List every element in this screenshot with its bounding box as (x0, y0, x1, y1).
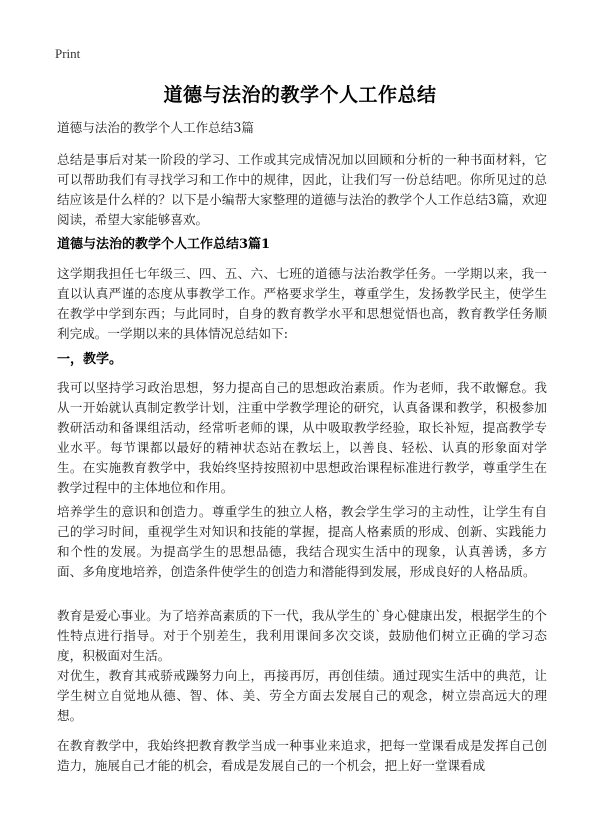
body-paragraph-6: 在教育教学中，我始终把教育教学当成一种事业来追求，把每一堂课看成是发挥自己创造力，施展自己才能的机会，看成是发展自己的一个机会，把上好一堂课看成 (57, 738, 547, 773)
section-heading-teaching: 一，教学。 (57, 352, 123, 367)
body-paragraph-3: 培养学生的意识和创造力。尊重学生的独立人格，教会学生学习的主动性，让学生有自己的学习时间，重视学生对知识和技能的掌握，提高人格素质的形成、创新、实践能力和个性的发展。为提高学生的思想品德，我结合现实生活中的现象，认真善诱，多方面、多角度地培养，创造条件使学生的创造力和潜能得到发展，形成良好的人格品质。 (57, 504, 547, 579)
body-paragraph-1: 这学期我担任七年级三、四、五、六、七班的道德与法治教学任务。一学期以来，我一直以认真严谨的态度从事教学工作。严格要求学生，尊重学生，发扬教学民主，使学生在教学中学到东西；与此同时，自身的教育教学水平和思想觉悟也高，教育教学任务顺利完成。一学期以来的具体情况总结如下: (57, 266, 547, 341)
intro-paragraph: 总结是事后对某一阶段的学习、工作或其完成情况加以回顾和分析的一种书面材料，它可以帮助我们有寻找学习和工作中的规律，因此，让我们写一份总结吧。你所见过的总结应该是什么样的？以下是小编帮大家整理的道德与法治的教学个人工作总结3篇，欢迎阅读，希望大家能够喜欢。 (57, 152, 547, 227)
body-paragraph-4: 教育是爱心事业。为了培养高素质的下一代，我从学生的`身心健康出发，根据学生的个性特点进行指导。对于个别差生，我利用课间多次交谈，鼓励他们树立正确的学习态度，积极面对生活。 (57, 608, 547, 663)
document-subtitle: 道德与法治的教学个人工作总结3篇 (57, 120, 254, 135)
print-label: Print (55, 46, 81, 61)
body-paragraph-2: 我可以坚持学习政治思想，努力提高自己的思想政治素质。作为老师，我不敢懈怠。我从一开始就认真制定教学计划，注重中学教学理论的研究，认真备课和教学，积极参加教研活动和备课组活动，经常听老师的课，从中吸取教学经验，取长补短，提高教学专业水平。每节课都以最好的精神状态站在教坛上，以善良、轻松、认真的形象面对学生。在实施教育教学中，我始终坚持按照初中思想政治课程标准进行教学，尊重学生在教学过程中的主体地位和作用。 (57, 380, 547, 495)
document-title: 道德与法治的教学个人工作总结 (163, 84, 437, 106)
body-paragraph-5: 对优生，教育其戒骄戒躁努力向上，再接再厉，再创佳绩。通过现实生活中的典范，让学生树立自觉地从德、智、体、美、劳全方面去发展自己的观念，树立崇高远大的理想。 (57, 668, 547, 723)
article-heading: 道德与法治的教学个人工作总结3篇1 (57, 237, 271, 252)
